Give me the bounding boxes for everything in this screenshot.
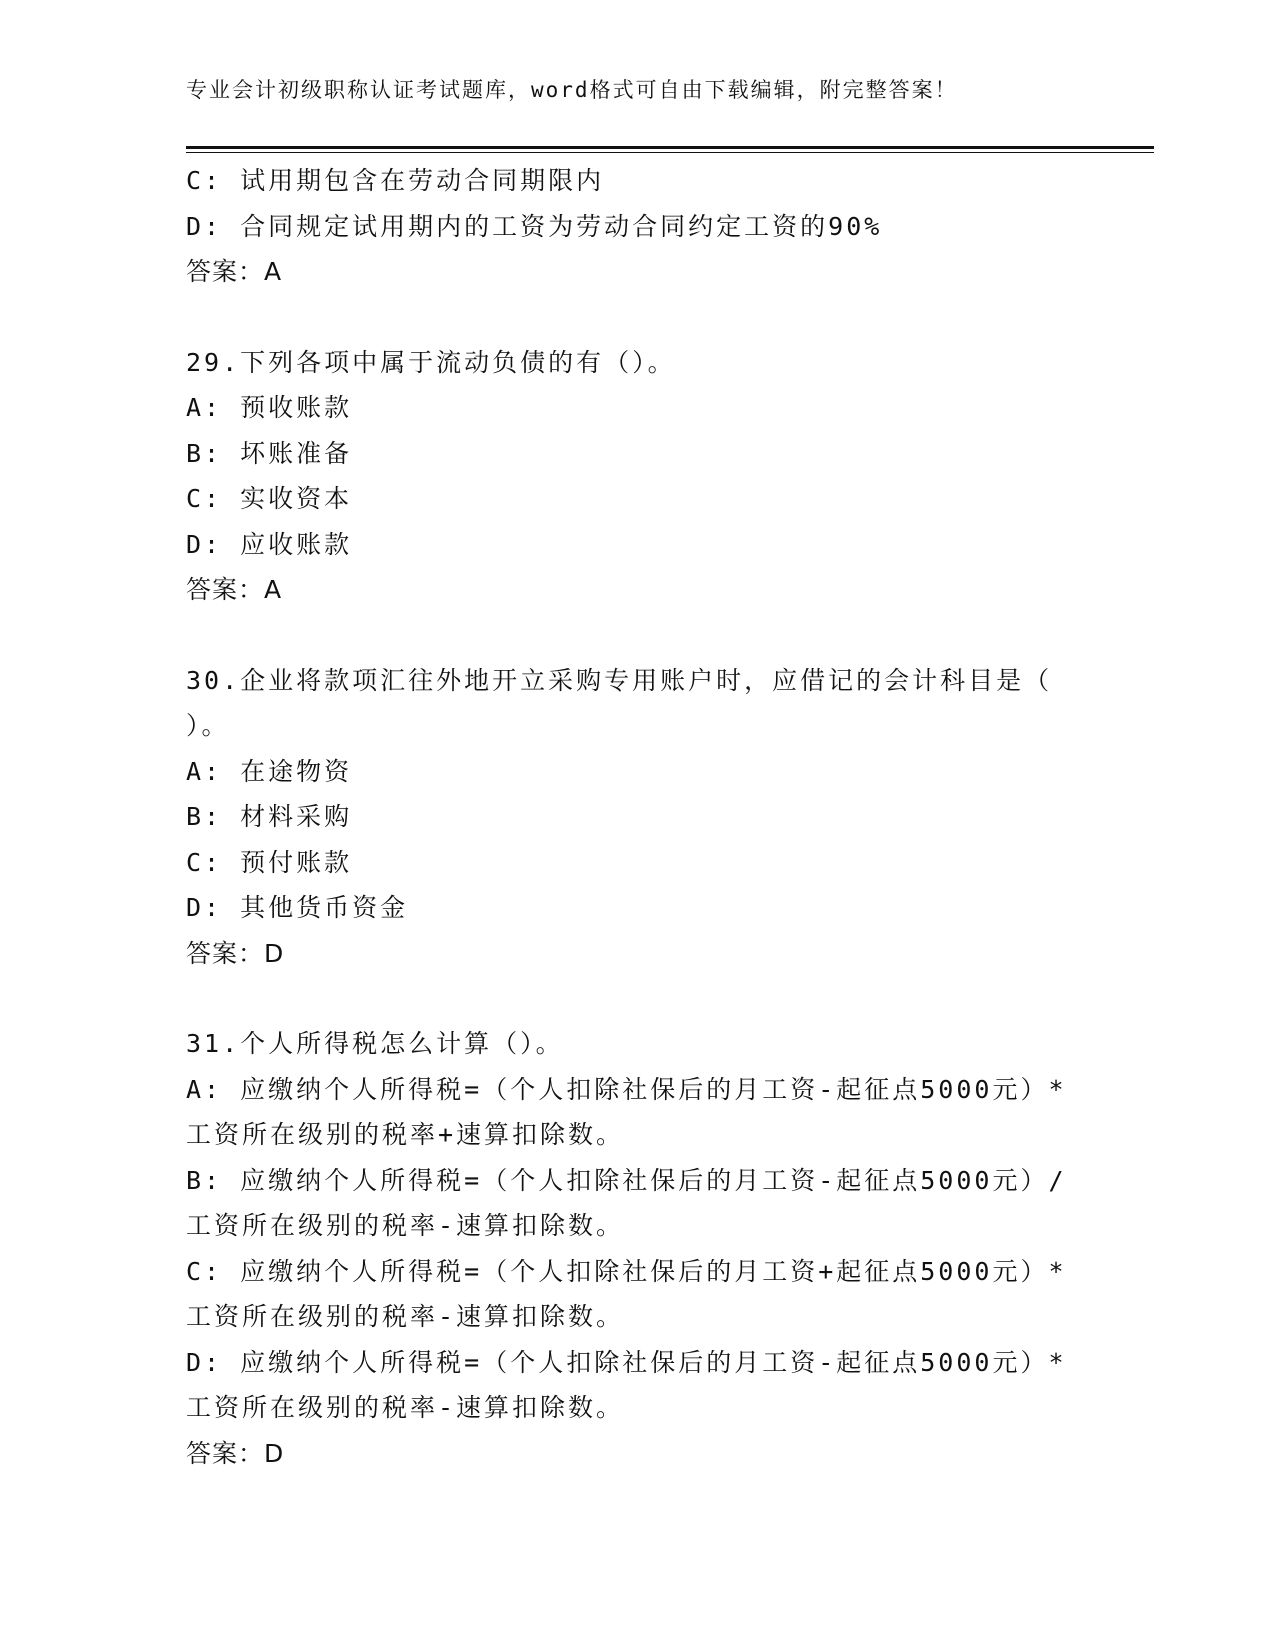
question-28-tail <box>186 158 1076 295</box>
option-d-line-2: 工资所在级别的税率-速算扣除数。 <box>186 1393 625 1422</box>
page-header: 专业会计初级职称认证考试题库，word格式可自由下载编辑，附完整答案！ <box>186 78 958 102</box>
option-b: B: 材料采购 <box>186 802 353 831</box>
question-text-line-2: ）。 <box>186 711 230 740</box>
option-d-line-1: D: 应缴纳个人所得税=（个人扣除社保后的月工资-起征点5000元）* <box>186 1347 1067 1377</box>
header-rule-thin <box>186 152 1154 153</box>
question-31 <box>186 1021 1076 1476</box>
option-b-line-1: B: 应缴纳个人所得税=（个人扣除社保后的月工资-起征点5000元）/ <box>186 1165 1067 1195</box>
option-d: D: 应收账款 <box>186 529 353 559</box>
option-a-line-1: A: 应缴纳个人所得税=（个人扣除社保后的月工资-起征点5000元）* <box>186 1074 1067 1104</box>
option-c-line-1: C: 应缴纳个人所得税=（个人扣除社保后的月工资+起征点5000元）* <box>186 1256 1067 1286</box>
option-c-line-2: 工资所在级别的税率-速算扣除数。 <box>186 1302 625 1331</box>
spacer <box>186 613 1076 658</box>
option-b-line-2: 工资所在级别的税率-速算扣除数。 <box>186 1211 625 1240</box>
question-29 <box>186 340 1076 613</box>
option-a: A: 预收账款 <box>186 393 353 422</box>
option-a-line-2: 工资所在级别的税率+速算扣除数。 <box>186 1120 625 1149</box>
spacer <box>186 295 1076 340</box>
question-text: 31.个人所得税怎么计算（）。 <box>186 1029 564 1058</box>
answer: 答案：D <box>186 938 285 968</box>
option-c: C: 实收资本 <box>186 484 353 513</box>
question-text-line-1: 30.企业将款项汇往外地开立采购专用账户时，应借记的会计科目是（ <box>186 665 1053 695</box>
option-c: C: 预付账款 <box>186 847 353 877</box>
document-body <box>186 158 1076 1476</box>
spacer <box>186 976 1076 1021</box>
option-d: D: 其他货币资金 <box>186 893 409 922</box>
option-d: D: 合同规定试用期内的工资为劳动合同约定工资的90% <box>186 211 883 241</box>
option-b: B: 坏账准备 <box>186 438 353 468</box>
answer: 答案：A <box>186 257 283 286</box>
answer: 答案：D <box>186 1438 285 1468</box>
option-a: A: 在途物资 <box>186 756 353 786</box>
option-c: C: 试用期包含在劳动合同期限内 <box>186 166 605 195</box>
question-text: 29.下列各项中属于流动负债的有（）。 <box>186 347 676 377</box>
question-30 <box>186 658 1076 977</box>
header-rule-thick <box>186 146 1154 149</box>
answer: 答案：A <box>186 575 283 604</box>
